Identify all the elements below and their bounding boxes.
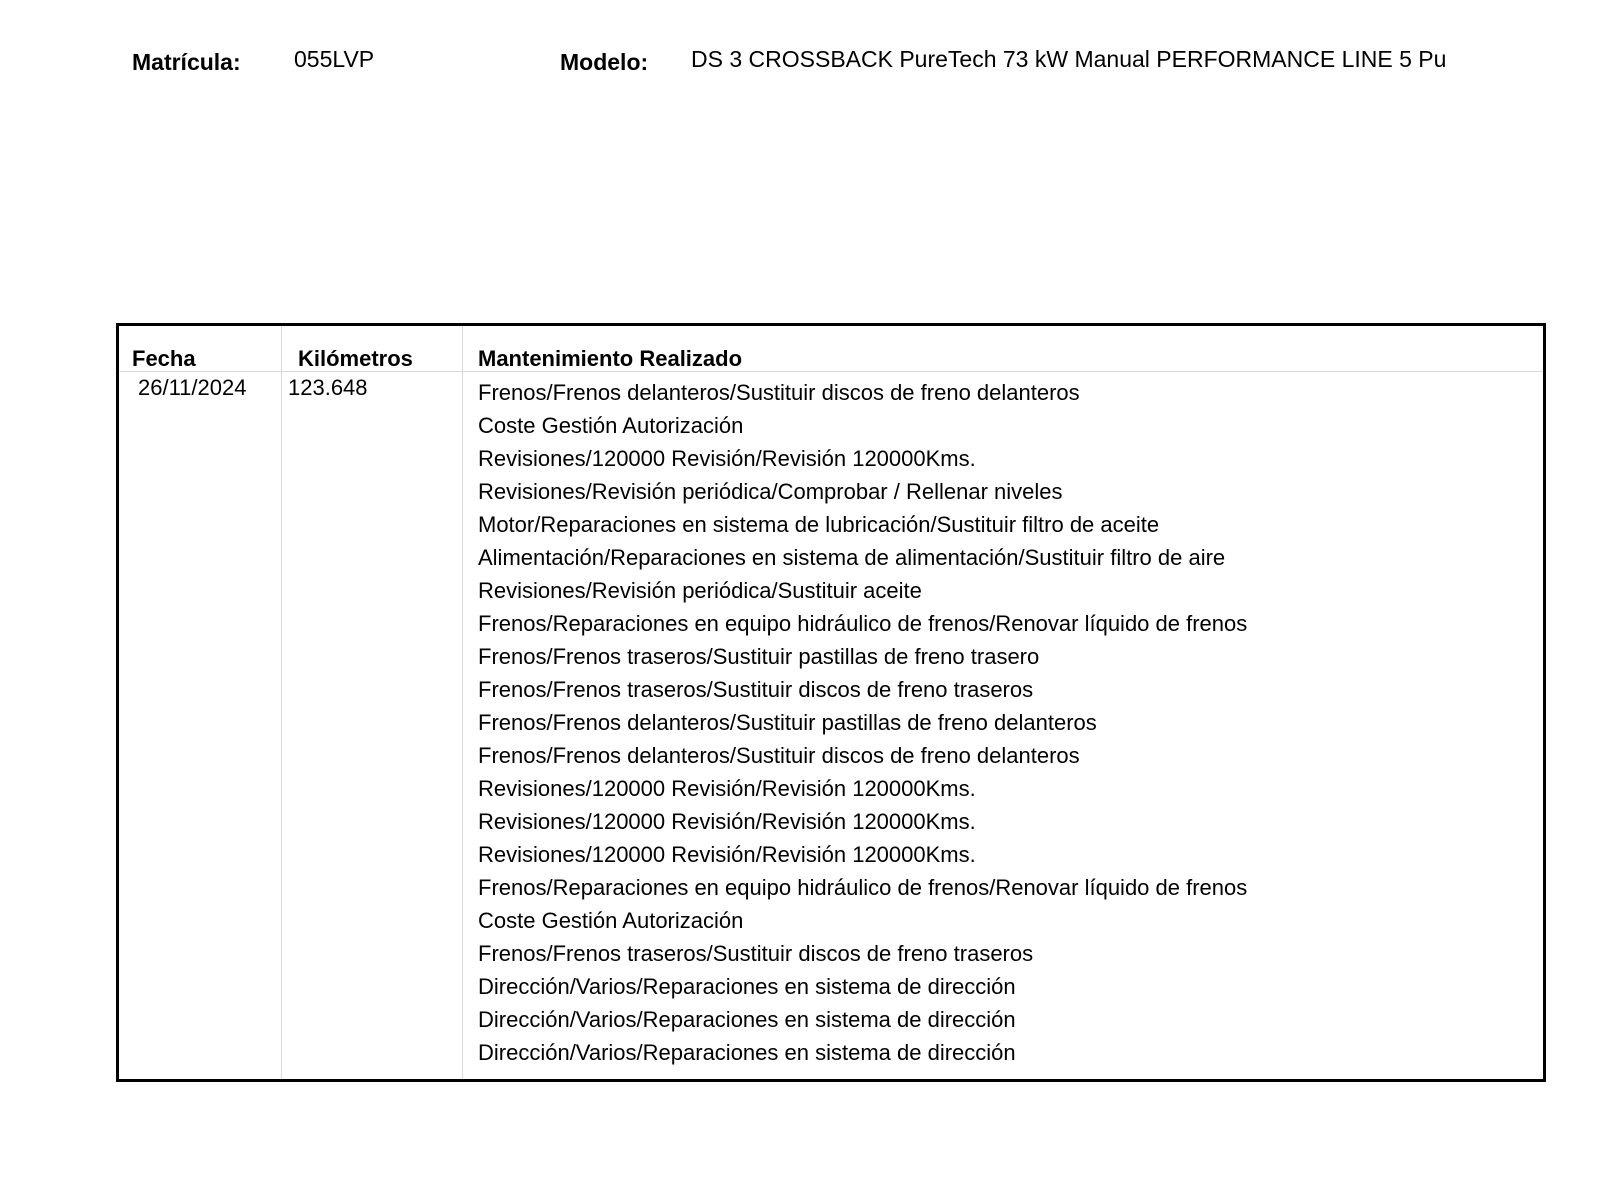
cell-fecha: 26/11/2024	[138, 375, 247, 400]
maintenance-item: Revisiones/Revisión periódica/Comprobar / Rellenar niveles	[478, 479, 1063, 504]
cell-kilometros: 123.648	[288, 375, 368, 400]
maintenance-item: Frenos/Frenos delanteros/Sustituir discos de freno delanteros	[478, 380, 1080, 405]
maintenance-item: Frenos/Reparaciones en equipo hidráulico de frenos/Renovar líquido de frenos	[478, 875, 1248, 900]
modelo-label: Modelo:	[560, 49, 649, 75]
maintenance-item: Revisiones/120000 Revisión/Revisión 120000Kms.	[478, 446, 976, 471]
column-header-fecha: Fecha	[132, 346, 196, 371]
maintenance-item: Frenos/Frenos delanteros/Sustituir discos de freno delanteros	[478, 743, 1080, 768]
maintenance-item: Frenos/Reparaciones en equipo hidráulico de frenos/Renovar líquido de frenos	[478, 611, 1248, 636]
maintenance-item: Dirección/Varios/Reparaciones en sistema de dirección	[478, 1040, 1016, 1065]
maintenance-item: Revisiones/Revisión periódica/Sustituir aceite	[478, 578, 922, 603]
column-divider	[462, 326, 463, 1079]
column-header-mantenimiento: Mantenimiento Realizado	[478, 346, 743, 371]
modelo-value: DS 3 CROSSBACK PureTech 73 kW Manual PERFORMANCE LINE 5 Pu	[691, 46, 1447, 72]
matricula-value: 055LVP	[294, 46, 375, 72]
maintenance-item: Revisiones/120000 Revisión/Revisión 120000Kms.	[478, 776, 976, 801]
maintenance-item: Revisiones/120000 Revisión/Revisión 120000Kms.	[478, 842, 976, 867]
maintenance-item: Frenos/Frenos traseros/Sustituir pastillas de freno trasero	[478, 644, 1040, 669]
column-divider	[281, 326, 282, 1079]
maintenance-item: Frenos/Frenos traseros/Sustituir discos de freno traseros	[478, 677, 1034, 702]
maintenance-list	[478, 376, 1247, 1069]
maintenance-item: Frenos/Frenos traseros/Sustituir discos de freno traseros	[478, 941, 1034, 966]
maintenance-item: Coste Gestión Autorización	[478, 413, 744, 438]
maintenance-item: Coste Gestión Autorización	[478, 908, 744, 933]
column-header-kilometros: Kilómetros	[298, 346, 413, 371]
maintenance-item: Dirección/Varios/Reparaciones en sistema de dirección	[478, 974, 1016, 999]
maintenance-item: Alimentación/Reparaciones en sistema de alimentación/Sustituir filtro de aire	[478, 545, 1226, 570]
maintenance-item: Revisiones/120000 Revisión/Revisión 120000Kms.	[478, 809, 976, 834]
maintenance-item: Dirección/Varios/Reparaciones en sistema de dirección	[478, 1007, 1016, 1032]
maintenance-item: Motor/Reparaciones en sistema de lubricación/Sustituir filtro de aceite	[478, 512, 1160, 537]
maintenance-table	[116, 323, 1546, 1082]
matricula-label: Matrícula:	[132, 49, 241, 75]
maintenance-item: Frenos/Frenos delanteros/Sustituir pastillas de freno delanteros	[478, 710, 1097, 735]
